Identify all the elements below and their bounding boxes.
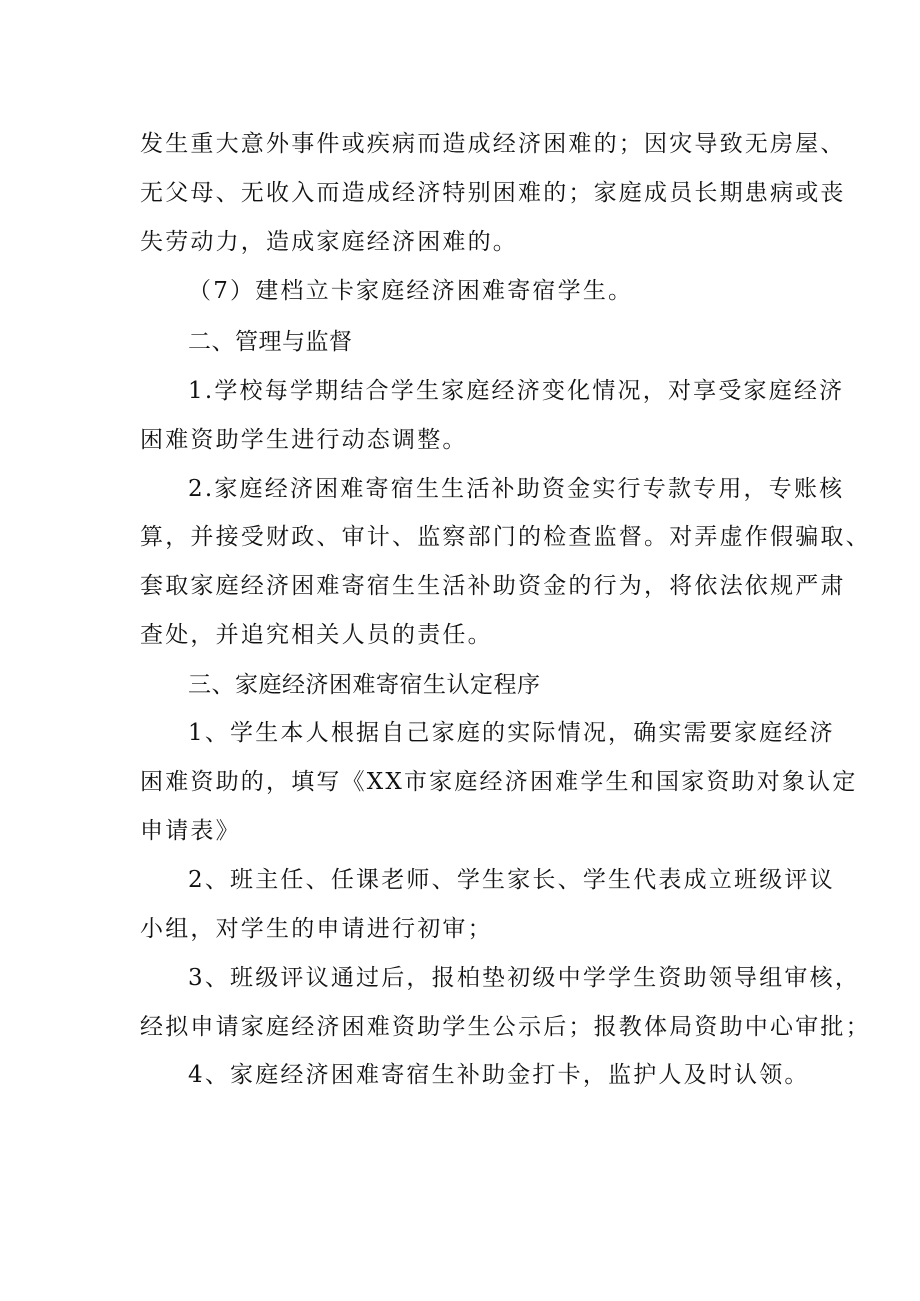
- list-item-7: （7）建档立卡家庭经济困难寄宿学生。: [188, 278, 634, 304]
- paragraph-line: 困难资助的，填写《XX市家庭经济困难学生和国家资助对象认定: [140, 769, 858, 795]
- paragraph-line: 无父母、无收入而造成经济特别困难的；家庭成员长期患病或丧: [140, 180, 846, 206]
- paragraph-line: 4、家庭经济困难寄宿生补助金打卡，监护人及时认领。: [188, 1062, 810, 1088]
- paragraph-line: 套取家庭经济困难寄宿生生活补助资金的行为，将依法依规严肃: [140, 573, 846, 599]
- paragraph-line: 经拟申请家庭经济困难资助学生公示后；报教体局资助中心审批；: [140, 1014, 871, 1040]
- paragraph-line: 1.学校每学期结合学生家庭经济变化情况，对享受家庭经济: [188, 378, 845, 404]
- paragraph-line: 算，并接受财政、审计、监察部门的检查监督。对弄虚作假骗取、: [140, 524, 871, 550]
- paragraph-line: 发生重大意外事件或疾病而造成经济困难的；因灾导致无房屋、: [140, 131, 846, 157]
- paragraph-line: 2、班主任、任课老师、学生家长、学生代表成立班级评议: [188, 867, 835, 893]
- paragraph-line: 查处，并追究相关人员的责任。: [140, 622, 493, 648]
- paragraph-line: 1、学生本人根据自己家庭的实际情况，确实需要家庭经济: [188, 720, 835, 746]
- paragraph-line: 小组，对学生的申请进行初审；: [140, 916, 493, 942]
- paragraph-line: 失劳动力，造成家庭经济困难的。: [140, 229, 518, 255]
- section-heading-procedure: 三、家庭经济困难寄宿生认定程序: [188, 672, 541, 698]
- section-heading-management: 二、管理与监督: [188, 329, 353, 355]
- paragraph-line: 申请表》: [140, 818, 241, 844]
- paragraph-line: 困难资助学生进行动态调整。: [140, 427, 468, 453]
- paragraph-line: 3、班级评议通过后，报柏垫初级中学学生资助领导组审核，: [188, 965, 861, 991]
- paragraph-line: 2.家庭经济困难寄宿生生活补助资金实行专款专用，专账核: [188, 476, 845, 502]
